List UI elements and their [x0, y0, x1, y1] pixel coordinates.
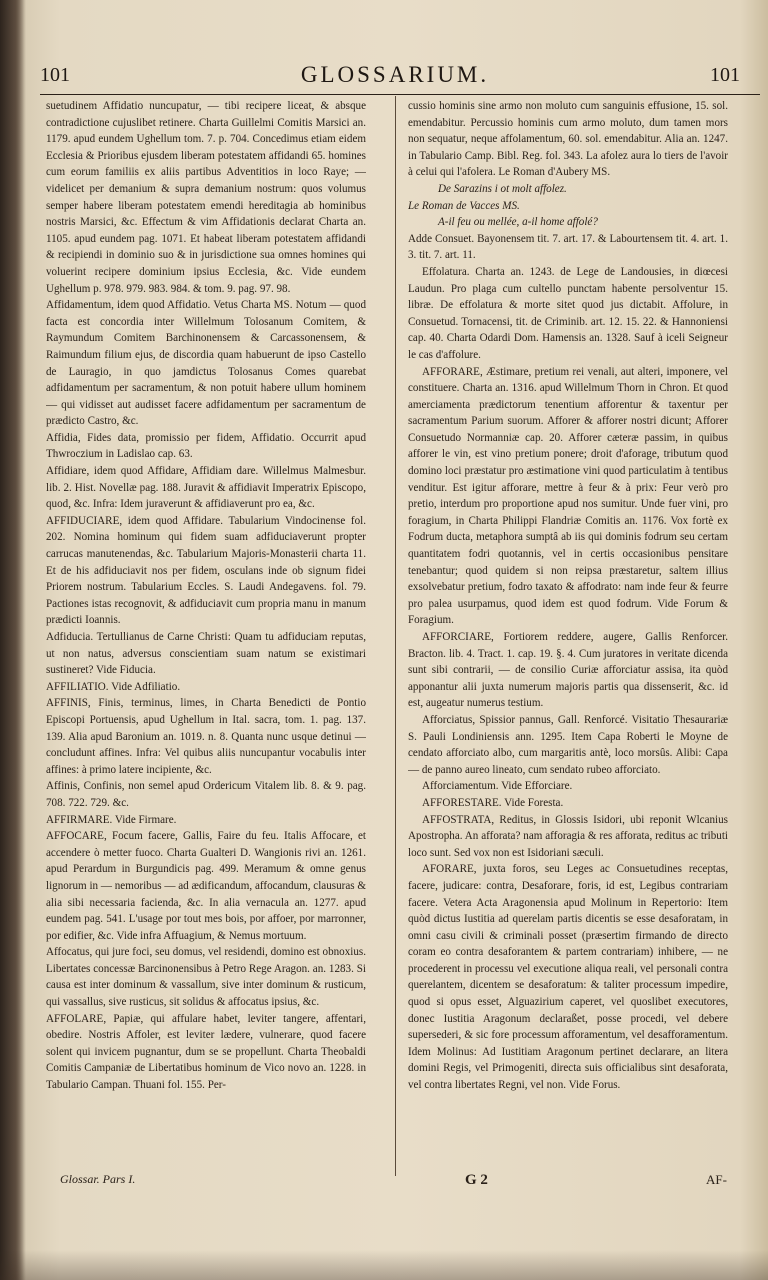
page-number-left: 101: [40, 64, 70, 86]
verse-line: A-il feu ou mellée, a-il home affolé?: [438, 216, 598, 229]
entry-paragraph: suetudinem Affidatio nuncupatur, — tibi recipere liceat, & absque contradictione cujuslibet retinere. Charta Guillelmi Comitis Marsici an. 1179. apud eundem Ughellum tom. 7. p. 704. Concedimus etiam eidem Ecclesia & Prioribus ejusdem liberam potestatem affidandi 65. homines cum eorum familiis ex aliis partibus Adventitios in loco Raye; — videlicet per demanium & supra demanium nostrum: quos volumus semper habere liberam potestatem emendi hereditagia ab hominibus nostris Marsici, &c. Effectum & vim Affidationis declarat Charta an. 1105. apud eundem pag. 1071. Et habeat liberam potestatem affidandi & recipiendi in dominio suo & in jurisdictione sua omnes homines qui voluerint recipere dominium ipsius Ecclesia, &c. Vide eundem Ughellum p. 978. 979. 983. 984. & tom. 9. pag. 97. 98.: [46, 100, 366, 295]
entry-paragraph: Effolatura. Charta an. 1243. de Lege de Landousies, in diœcesi Laudun. Pro plaga cum cultello punctam habente persolventur 15. libræ. De effolatura & morte sitet quod jus dictabit. Affolure, in Consuetud. Tornacensi, tit. de Criminib. art. 12. 15. 22. & Hannoniensi cap. 40. Charta Odardi Dom. Hamensis an. 1328. Sauf à iceli Seigneur le cas d'affolure.: [408, 265, 728, 361]
page-title: GLOSSARIUM.: [300, 62, 490, 87]
entry-paragraph: cussio hominis sine armo non moluto cum sanguinis effusione, 15. sol. emendabitur. Percussio hominis cum armo moluto, dum tamen mors non sequatur, neque affolamentum, 60. sol. emendabitur. Alia an. 1247. in Tabulario Camp. Bibl. Reg. fol. 343. La afolez aura lo tiers de l'avoir à celui qui l'afolera. Le Roman d'Aubery MS.: [408, 100, 728, 179]
entry-paragraph: AFFORARE, Æstimare, pretium rei venali, aut alteri, imponere, vel constituere. Charta an. 1316. apud Willelmum Thorn in Chron. Et quod amerciamenta prædictorum tenentium afforentur & taxentur per sacramentum Parium suorum. Afforer & afforer nostri dicunt; Afforer Consuetudo Normanniæ cap. 20. Afforer cæteræ passim, in quibus afforer le vin, est vino pretium ponere; droit d'aforage, tributum quod domino loci præstatur pro æstimatione vini quod particulatim à tentibus venditur. Est igitur afforare, mettre à feur & à prix: Feur verò pro pretio, interdum pro proportione apud nos sumitur. Unde fuer vini, pro foragium, in Charta Philippi Flandriæ Comitis an. 1176. Vox fortè ex Fodrum ducta, metaphora sumptâ ab iis qui dominis fodrum seu certam quantitatem fodri quotannis, vel in certis occasionibus pensitare tenebantur; quod quidem si non reipsa præstaretur, saltem illius exsolvebatur pretium, fodro taxato & affodrato: nam inde feur & feurre pro palea usurpamus, quod idem est quod fodrum. Vide Forum & Foragium.: [408, 365, 728, 627]
entry-paragraph: AFORARE, juxta foros, seu Leges ac Consuetudines receptas, facere, judicare: contra, Desaforare, foris, id est, Legibus contrariam facere. Vetera Acta Aragonensia apud Molinum in Repertorio: Item quòd dictus Iustitia ad querelam partis dicentis se esse desaforatam, in omni casu civili & criminali posset (præsertim firmando de directo coram eo contra desaforantem & partem contrariam) inhibere, — ne procederent in processu vel executione aliqua reali, vel personali contra querelantem, dicentem se desaforatum: & taliter processum impedire, quod si opus esset, Alguazirium caperet, vel quoslibet executores, donec Iustitia Aragonum declaraßet, posse procedi, vel debere supersederi, & sic fore processum afforamentum, vel desafforamentum. Idem Molinus: Ad Iustitiam Aragonum pertinet declarare, an litera domini Regis, vel Primogeniti, directa suis officialibus sint desaforata, vel contra libertates Regni, vel non. Vide Forus.: [408, 863, 728, 1092]
entry-paragraph: Affinis, Confinis, non semel apud Ordericum Vitalem lib. 8. & 9. pag. 708. 722. 729. &c.: [46, 780, 366, 809]
sheet-mark: G 2: [465, 1172, 488, 1188]
entry-paragraph: AFFOLARE, Papiæ, qui affulare habet, leviter tangere, affentari, obedire. Nostris Affoler, est leviter lædere, vulnerare, quod facere solent qui invicem pugnantur, dum se se propellunt. Charta Theobaldi Comitis Campaniæ de Libertatibus hominum de Vico novo an. 1228. in Tabulario Campan. Thuani fol. 155. Per-: [46, 1012, 366, 1092]
running-header: [40, 58, 760, 95]
entry-paragraph: Affidamentum, idem quod Affidatio. Vetus Charta MS. Notum — quod facta est concordia inter Willelmum Tolosanum Comitem, & Raymundum Comitem Barchinonensem & Carcassonensem, & Raimundum filium ejus, de discordia quam habuerunt de ipso Castello de Lauragio, in quo jamdictus Tolosanus Comes quarebat adfidamentum per sacramentum, & non potuit habere ullum hominem — qui vidisset aut audisset facere adfidamentum per sacramentum de prædicto Castro, &c.: [46, 299, 366, 428]
book-gutter: [0, 0, 26, 1280]
entry-paragraph: AFFILIATIO. Vide Adfiliatio.: [46, 680, 181, 693]
right-column: [408, 98, 728, 1178]
entry-paragraph: Afforciatus, Spissior pannus, Gall. Renforcé. Visitatio Thesaurariæ S. Pauli Londiniensis ann. 1295. Item Capa Roberti le Moyne de cendato afforciato albo, cum margaritis antè, loco morsûs. Alibi: Capa — de panno aureo lineato, cum sendato rubeo afforciato.: [408, 713, 728, 776]
entry-paragraph: Afforciamentum. Vide Efforciare.: [422, 780, 573, 793]
entry-paragraph: AFFOSTRATA, Reditus, in Glossis Isidori, ubi reponit Wlcanius Apostropha. An afforata? nam afforagia & res afforata, reditus ac tributi loco sunt. Sed vox non est Isidoriani sæculi.: [408, 813, 728, 859]
verse-line: De Sarazins i ot molt affolez.: [438, 182, 567, 195]
entry-paragraph: Affidiare, idem quod Affidare, Affidiam dare. Willelmus Malmesbur. lib. 2. Hist. Novellæ pag. 188. Juravit & affidiavit Imperatrix Episcopo, quod, &c. Infra: Idem juraverunt & affidiaverunt pro ea, &c.: [46, 465, 366, 511]
entry-paragraph: Adde Consuet. Bayonensem tit. 7. art. 17. & Labourtensem tit. 4. art. 1. 3. tit. 7. art. 11.: [408, 232, 728, 262]
entry-paragraph: AFFORCIARE, Fortiorem reddere, augere, Gallis Renforcer. Bracton. lib. 4. Tract. 1. cap. 19. §. 4. Cum juratores in veritate dicenda sunt sibi contrarii, — de consilio Curiæ afforciatur assisa, ita quòd apponantur alii juxta numerum majoris partis qua dissenserit, &c. id est, augeatur numerus testium.: [408, 631, 728, 710]
signature-note: Glossar. Pars I.: [60, 1172, 136, 1186]
entry-paragraph: Adfiducia. Tertullianus de Carne Christi: Quam tu adfiduciam reputas, ut non natus, adversus conscientiam suam natum se existimari sustineret? Vide Fiducia.: [46, 631, 366, 677]
source-line: Le Roman de Vacces MS.: [408, 199, 520, 212]
entry-paragraph: AFFOCARE, Focum facere, Gallis, Faire du feu. Italis Affocare, et accendere ò metter fuoco. Charta Gualteri D. Wangionis rivi an. 1261. apud Perardum in Burgundicis pag. 499. Meramum & omne genus lignorum in — nemoribus — ad ædificandum, affocandum, clausuras & alia sibi necessaria facienda, &c. In alia vernacula an. 1277. apud eundem pag. 541. L'usage por tout mes bois, por affoer, por marronner, por edifier, &c. Vide infra Affuagium, & Nemus mortuum.: [46, 830, 366, 942]
entry-paragraph: AFFIRMARE. Vide Firmare.: [46, 813, 177, 826]
page-edge-shadow: [0, 1250, 768, 1280]
page-number-right: 101: [710, 64, 740, 86]
column-divider: [395, 96, 396, 1176]
entry-paragraph: AFFINIS, Finis, terminus, limes, in Charta Benedicti de Pontio Episcopi Portuensis, apud Ughellum in Ital. sacra, tom. 1. pag. 137. 139. Alia apud Baronium an. 1019. n. 8. Quanta nunc usque detinui — concludunt affines. Infra: Vel quibus aliis nuncupantur vocabulis inter affines: à primo latere incipiente, &c.: [46, 697, 366, 776]
entry-paragraph: Affocatus, qui jure foci, seu domus, vel residendi, domino est obnoxius. Libertates concessæ Barcinonensibus à Petro Rege Aragon. an. 1283. Si causa est inter dominum & vassallum, sive inter dominum & rusticum, qui vassallus, sive rusticus, sit solidus & affocatus ipsius, &c.: [46, 946, 366, 1009]
catchword: AF-: [706, 1172, 727, 1187]
entry-paragraph: AFFORESTARE. Vide Foresta.: [422, 796, 564, 809]
entry-paragraph: Affidia, Fides data, promissio per fidem, Affidatio. Occurrit apud Thwroczium in Ladislao cap. 63.: [46, 431, 366, 461]
entry-paragraph: AFFIDUCIARE, idem quod Affidare. Tabularium Vindocinense fol. 202. Nomina hominum qui fidem suam adfiduciaverunt propter carrucas manutenendas, &c. Tabularium Majoris-Monasterii charta 11. Et de his adfiduciavit nos per fidem, osculans inde ob signum fidei Priorem nostrum. Tabularium Eccles. S. Laudi Andegavens. fol. 79. Pactiones istas recognovit, & adfiduciavit cum propria manu in manum prædicti Ioannis.: [46, 514, 366, 627]
left-column: [46, 98, 366, 1178]
